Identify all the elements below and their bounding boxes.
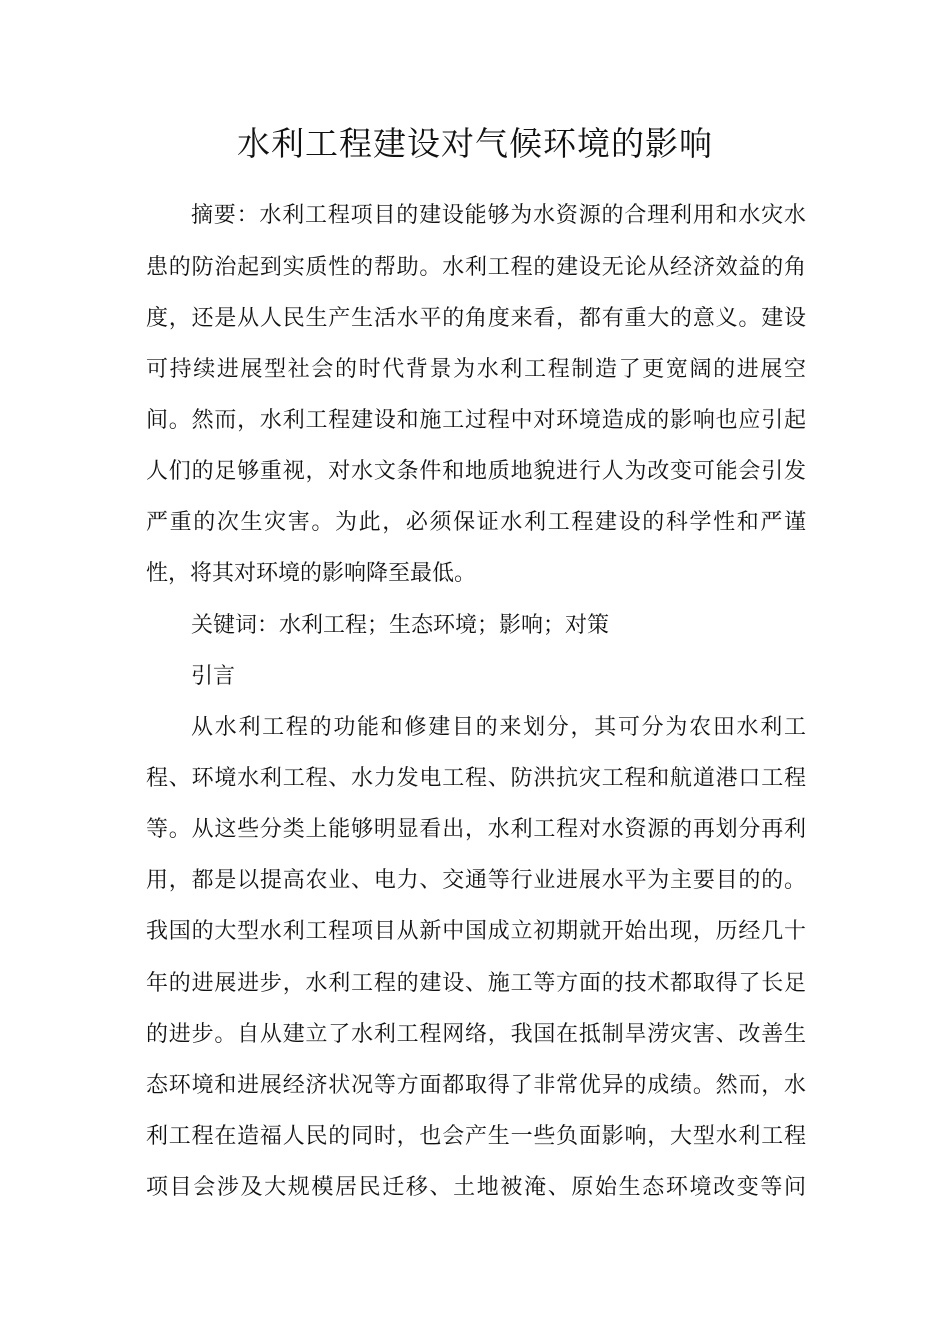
intro-line: 年的进展进步，水利工程的建设、施工等方面的技术都取得了长足 [146, 971, 806, 996]
intro-line: 态环境和进展经济状况等方面都取得了非常优异的成绩。然而，水 [146, 1073, 806, 1098]
abstract-line: 间。然而，水利工程建设和施工过程中对环境造成的影响也应引起 [146, 408, 806, 433]
intro-line: 项目会涉及大规模居民迁移、土地被淹、原始生态环境改变等问 [146, 1175, 806, 1200]
abstract-line: 摘要：水利工程项目的建设能够为水资源的合理利用和水灾水 [191, 203, 806, 228]
keywords-line: 关键词：水利工程；生态环境；影响；对策 [191, 613, 610, 638]
intro-line: 等。从这些分类上能够明显看出，水利工程对水资源的再划分再利 [146, 817, 806, 842]
intro-line: 的进步。自从建立了水利工程网络，我国在抵制旱涝灾害、改善生 [146, 1022, 806, 1047]
abstract-line: 性，将其对环境的影响降至最低。 [146, 561, 477, 586]
intro-line: 我国的大型水利工程项目从新中国成立初期就开始出现，历经几十 [146, 919, 806, 944]
intro-heading: 引言 [191, 664, 236, 689]
intro-line: 程、环境水利工程、水力发电工程、防洪抗灾工程和航道港口工程 [146, 766, 806, 791]
intro-line: 利工程在造福人民的同时，也会产生一些负面影响，大型水利工程 [146, 1124, 806, 1149]
abstract-line: 度，还是从人民生产生活水平的角度来看，都有重大的意义。建设 [146, 306, 806, 331]
intro-line: 用，都是以提高农业、电力、交通等行业进展水平为主要目的的。 [146, 868, 806, 893]
intro-line: 从水利工程的功能和修建目的来划分，其可分为农田水利工 [191, 715, 806, 740]
document-title: 水利工程建设对气候环境的影响 [237, 124, 713, 163]
abstract-line: 严重的次生灾害。为此，必须保证水利工程建设的科学性和严谨 [146, 510, 806, 535]
abstract-line: 人们的足够重视，对水文条件和地质地貌进行人为改变可能会引发 [146, 459, 806, 484]
abstract-line: 可持续进展型社会的时代背景为水利工程制造了更宽阔的进展空 [146, 357, 806, 382]
abstract-line: 患的防治起到实质性的帮助。水利工程的建设无论从经济效益的角 [146, 255, 806, 280]
